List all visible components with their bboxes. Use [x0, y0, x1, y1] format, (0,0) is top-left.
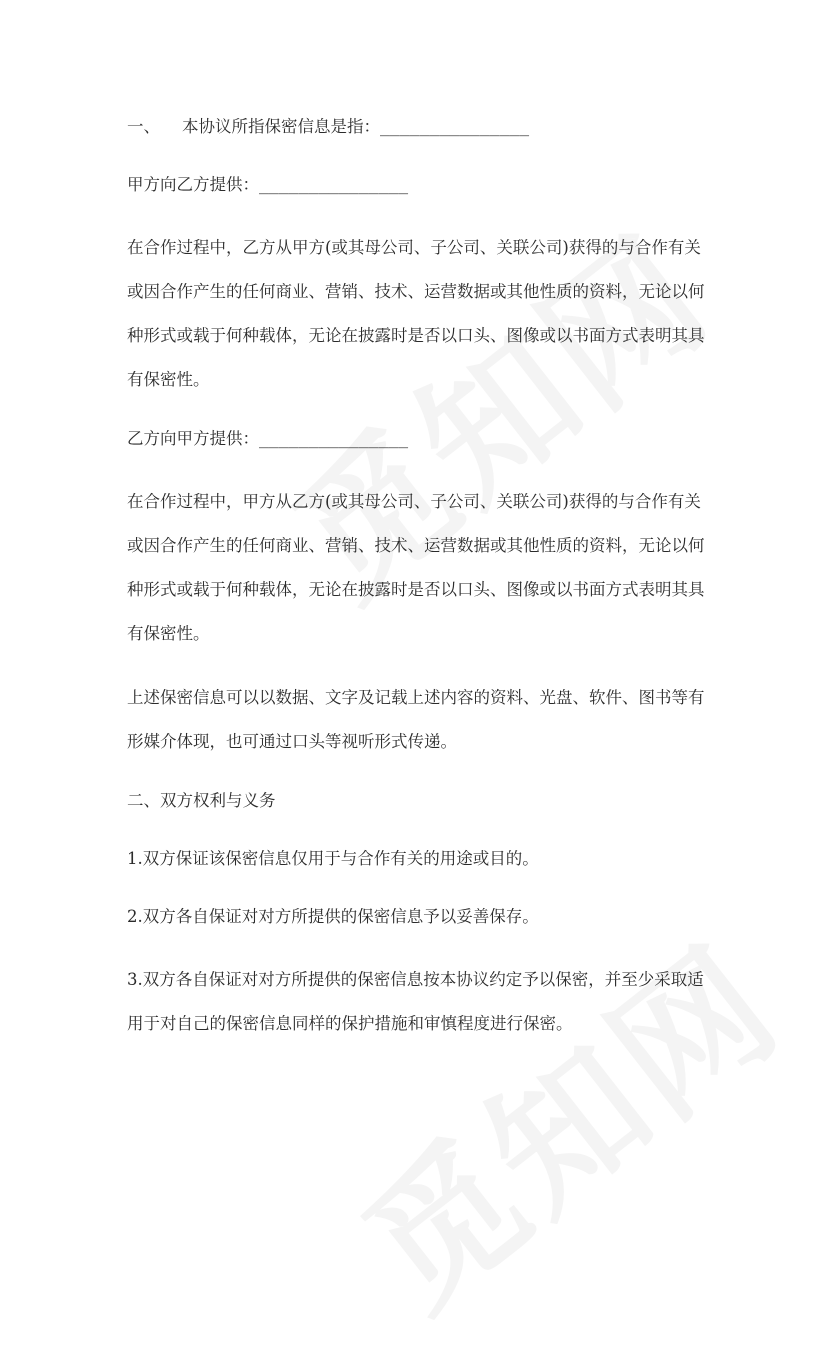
party-a-label: 甲方向乙方提供： — [127, 175, 259, 194]
obligation-item-2: 2.双方各自保证对对方所提供的保密信息予以妥善保存。 — [127, 907, 539, 926]
party-b-label: 乙方向甲方提供： — [127, 429, 259, 448]
fill-in-blank: _______________ — [259, 429, 409, 448]
paragraph-line: 或因合作产生的任何商业、营销、技术、运营数据或其他性质的资料，无论以何 — [127, 536, 705, 555]
paragraph-line: 在合作过程中，甲方从乙方(或其母公司、子公司、关联公司)获得的与合作有关 — [127, 492, 701, 511]
document-body — [127, 110, 717, 1046]
party-b-description — [127, 480, 717, 656]
obligation-item-1: 1.双方保证该保密信息仅用于与合作有关的用途或目的。 — [127, 849, 539, 868]
party-b-provides-line — [127, 422, 717, 456]
section-1-title: 本协议所指保密信息是指： — [182, 117, 380, 136]
paragraph-line: 形媒介体现，也可通过口头等视听形式传递。 — [127, 732, 457, 751]
paragraph-line: 种形式或载于何种载体，无论在披露时是否以口头、图像或以书面方式表明其具 — [127, 580, 705, 599]
section-1-number: 一、 — [127, 117, 160, 136]
paragraph-line: 种形式或载于何种载体，无论在披露时是否以口头、图像或以书面方式表明其具 — [127, 326, 705, 345]
party-a-provides-line — [127, 168, 717, 202]
obligation-item-3 — [127, 958, 717, 1046]
paragraph-line: 在合作过程中，乙方从甲方(或其母公司、子公司、关联公司)获得的与合作有关 — [127, 238, 701, 257]
section-1-heading — [127, 110, 717, 144]
fill-in-blank: _______________ — [259, 175, 409, 194]
paragraph-line: 有保密性。 — [127, 624, 210, 643]
paragraph-line: 用于对自己的保密信息同样的保护措施和审慎程度进行保密。 — [127, 1014, 573, 1033]
paragraph-line: 上述保密信息可以以数据、文字及记载上述内容的资料、光盘、软件、图书等有 — [127, 688, 705, 707]
summary-paragraph — [127, 676, 717, 764]
paragraph-line: 3.双方各自保证对对方所提供的保密信息按本协议约定予以保密，并至少采取适 — [127, 970, 704, 989]
section-2-heading: 二、双方权利与义务 — [127, 791, 276, 810]
party-a-description — [127, 226, 717, 402]
paragraph-line: 有保密性。 — [127, 370, 210, 389]
paragraph-line: 或因合作产生的任何商业、营销、技术、运营数据或其他性质的资料，无论以何 — [127, 282, 705, 301]
fill-in-blank: _______________ — [380, 117, 530, 136]
